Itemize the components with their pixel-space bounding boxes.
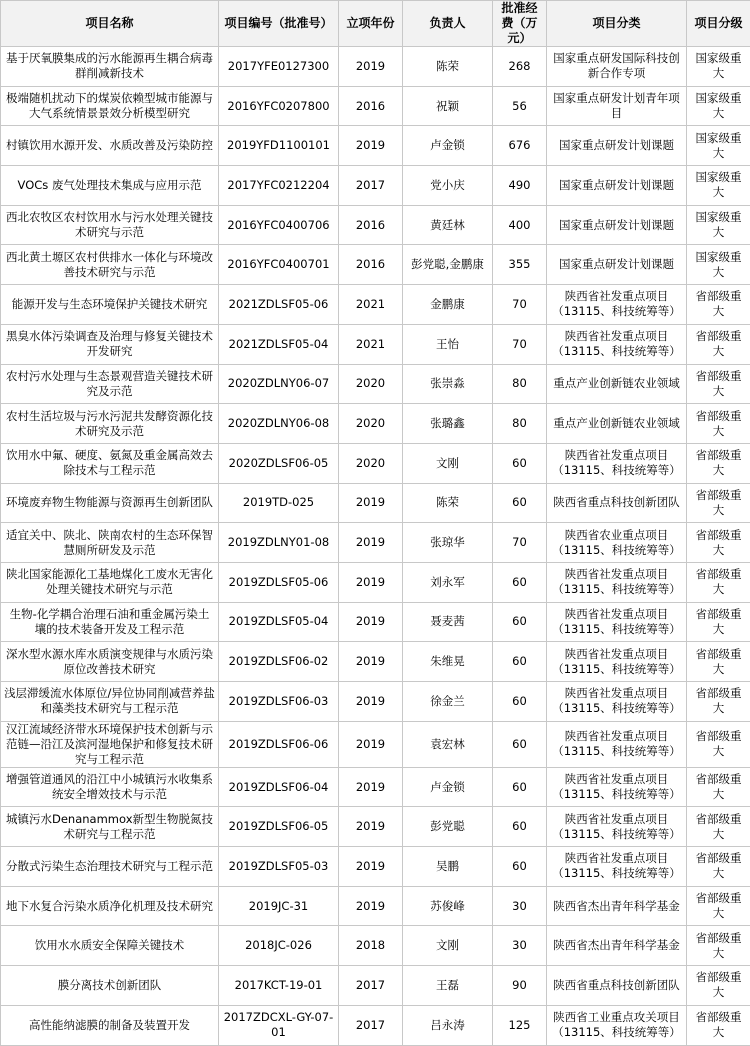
cell-project-name: 农村污水处理与生态景观营造关键技术研究及示范 [1,364,219,404]
cell-project-number: 2017YFC0212204 [219,166,339,206]
table-row [1,364,750,404]
cell-year: 2016 [339,245,403,285]
cell-year: 2019 [339,483,403,523]
cell-level: 省部级重大 [687,324,750,364]
cell-year: 2021 [339,285,403,325]
cell-level: 国家级重大 [687,126,750,166]
cell-project-number: 2016YFC0207800 [219,86,339,126]
cell-leader: 金鹏康 [403,285,493,325]
cell-year: 2019 [339,767,403,807]
cell-project-name: 深水型水源水库水质演变规律与水质污染原位改善技术研究 [1,642,219,682]
cell-leader: 吕永涛 [403,1005,493,1045]
cell-level: 省部级重大 [687,642,750,682]
cell-project-number: 2017KCT-19-01 [219,966,339,1006]
cell-level: 省部级重大 [687,443,750,483]
cell-level: 省部级重大 [687,767,750,807]
cell-level: 省部级重大 [687,364,750,404]
cell-year: 2019 [339,721,403,767]
cell-level: 省部级重大 [687,602,750,642]
cell-year: 2017 [339,966,403,1006]
cell-leader: 朱维晃 [403,642,493,682]
header-project-number: 项目编号（批准号） [219,1,339,47]
cell-project-number: 2019ZDLSF05-03 [219,847,339,887]
cell-level: 省部级重大 [687,721,750,767]
cell-project-number: 2017ZDCXL-GY-07-01 [219,1005,339,1045]
cell-project-name: 浅层滞缓流水体原位/异位协同削减营养盐和藻类技术研究与工程示范 [1,682,219,722]
cell-level: 省部级重大 [687,483,750,523]
cell-project-number: 2019YFD1100101 [219,126,339,166]
cell-project-name: 黑臭水体污染调查及治理与修复关键技术开发研究 [1,324,219,364]
header-leader: 负责人 [403,1,493,47]
cell-funding: 60 [493,642,547,682]
table-row [1,324,750,364]
cell-year: 2019 [339,602,403,642]
cell-year: 2019 [339,807,403,847]
cell-funding: 56 [493,86,547,126]
cell-project-number: 2020ZDLNY06-07 [219,364,339,404]
cell-project-number: 2020ZDLSF06-05 [219,443,339,483]
table-row [1,886,750,926]
cell-leader: 卢金锁 [403,126,493,166]
cell-project-name: 城镇污水Denanammox新型生物脱氮技术研究与工程示范 [1,807,219,847]
cell-project-name: 分散式污染生态治理技术研究与工程示范 [1,847,219,887]
cell-project-number: 2021ZDLSF05-06 [219,285,339,325]
table-row [1,926,750,966]
cell-year: 2021 [339,324,403,364]
cell-funding: 60 [493,847,547,887]
cell-leader: 张崇淼 [403,364,493,404]
cell-year: 2019 [339,642,403,682]
cell-project-name: 村镇饮用水源开发、水质改善及污染防控 [1,126,219,166]
cell-funding: 70 [493,523,547,563]
cell-project-name: 饮用水水质安全保障关键技术 [1,926,219,966]
table-row [1,443,750,483]
cell-category: 陕西省社发重点项目（13115、科技统筹等） [547,443,687,483]
cell-year: 2016 [339,205,403,245]
header-category: 项目分类 [547,1,687,47]
cell-category: 陕西省社发重点项目（13115、科技统筹等） [547,602,687,642]
cell-project-number: 2017YFE0127300 [219,47,339,87]
cell-funding: 60 [493,602,547,642]
table-row [1,47,750,87]
cell-project-name: 基于厌氧膜集成的污水能源再生耦合病毒群削减新技术 [1,47,219,87]
cell-funding: 80 [493,364,547,404]
header-year: 立项年份 [339,1,403,47]
cell-level: 省部级重大 [687,1005,750,1045]
cell-funding: 30 [493,926,547,966]
table-row [1,562,750,602]
cell-category: 陕西省社发重点项目（13115、科技统筹等） [547,562,687,602]
cell-level: 国家级重大 [687,205,750,245]
table-row [1,847,750,887]
cell-category: 陕西省杰出青年科学基金 [547,886,687,926]
cell-category: 重点产业创新链农业领域 [547,364,687,404]
cell-funding: 676 [493,126,547,166]
cell-category: 陕西省社发重点项目（13115、科技统筹等） [547,682,687,722]
cell-level: 省部级重大 [687,807,750,847]
cell-year: 2019 [339,562,403,602]
table-row [1,523,750,563]
table-row [1,602,750,642]
cell-project-number: 2019ZDLSF05-06 [219,562,339,602]
cell-funding: 268 [493,47,547,87]
cell-project-number: 2019ZDLSF06-04 [219,767,339,807]
cell-level: 国家级重大 [687,47,750,87]
cell-level: 国家级重大 [687,86,750,126]
cell-leader: 文刚 [403,926,493,966]
cell-category: 国家重点研发计划课题 [547,245,687,285]
cell-funding: 60 [493,767,547,807]
cell-funding: 355 [493,245,547,285]
cell-category: 陕西省工业重点攻关项目（13115、科技统筹等） [547,1005,687,1045]
header-project-name: 项目名称 [1,1,219,47]
cell-project-name: 能源开发与生态环境保护关键技术研究 [1,285,219,325]
cell-project-number: 2016YFC0400706 [219,205,339,245]
cell-year: 2020 [339,443,403,483]
table-row [1,767,750,807]
cell-year: 2020 [339,404,403,444]
cell-project-number: 2019ZDLNY01-08 [219,523,339,563]
cell-year: 2016 [339,86,403,126]
cell-year: 2019 [339,126,403,166]
cell-level: 省部级重大 [687,847,750,887]
cell-category: 国家重点研发计划课题 [547,126,687,166]
cell-project-number: 2019TD-025 [219,483,339,523]
cell-category: 国家重点研发计划青年项目 [547,86,687,126]
cell-project-name: 环境废弃物生物能源与资源再生创新团队 [1,483,219,523]
cell-category: 陕西省社发重点项目（13115、科技统筹等） [547,324,687,364]
cell-category: 国家重点研发国际科技创新合作专项 [547,47,687,87]
cell-leader: 彭党聪 [403,807,493,847]
cell-category: 陕西省社发重点项目（13115、科技统筹等） [547,847,687,887]
cell-project-number: 2019JC-31 [219,886,339,926]
table-row [1,807,750,847]
cell-level: 省部级重大 [687,523,750,563]
cell-leader: 王磊 [403,966,493,1006]
cell-funding: 125 [493,1005,547,1045]
cell-project-name: 极端随机扰动下的煤炭依赖型城市能源与大气系统情景景效分析模型研究 [1,86,219,126]
cell-leader: 党小庆 [403,166,493,206]
cell-funding: 490 [493,166,547,206]
cell-level: 省部级重大 [687,682,750,722]
cell-year: 2019 [339,847,403,887]
cell-leader: 张璐鑫 [403,404,493,444]
cell-funding: 60 [493,807,547,847]
table-row [1,166,750,206]
cell-project-name: 陕北国家能源化工基地煤化工废水无害化处理关键技术研究与示范 [1,562,219,602]
cell-year: 2018 [339,926,403,966]
cell-leader: 聂麦茜 [403,602,493,642]
cell-project-number: 2020ZDLNY06-08 [219,404,339,444]
cell-year: 2019 [339,886,403,926]
table-row [1,1005,750,1045]
cell-leader: 彭党聪,金鹏康 [403,245,493,285]
cell-project-number: 2016YFC0400701 [219,245,339,285]
cell-funding: 70 [493,324,547,364]
header-level: 项目分级 [687,1,750,47]
cell-project-number: 2019ZDLSF06-06 [219,721,339,767]
cell-project-number: 2019ZDLSF06-03 [219,682,339,722]
cell-project-name: 高性能纳滤膜的制备及装置开发 [1,1005,219,1045]
table-row [1,966,750,1006]
table-header-row [1,1,750,47]
cell-category: 陕西省社发重点项目（13115、科技统筹等） [547,721,687,767]
cell-project-name: 汉江流域经济带水环境保护技术创新与示范链—沿江及滨河湿地保护和修复技术研究与工程示范 [1,721,219,767]
table-row [1,642,750,682]
cell-leader: 徐金兰 [403,682,493,722]
cell-leader: 卢金锁 [403,767,493,807]
cell-category: 国家重点研发计划课题 [547,205,687,245]
cell-project-number: 2019ZDLSF06-02 [219,642,339,682]
cell-leader: 张琼华 [403,523,493,563]
cell-level: 省部级重大 [687,966,750,1006]
cell-level: 省部级重大 [687,926,750,966]
cell-project-name: 西北农牧区农村饮用水与污水处理关键技术研究与示范 [1,205,219,245]
cell-category: 陕西省农业重点项目（13115、科技统筹等） [547,523,687,563]
table-row [1,404,750,444]
cell-leader: 王怡 [403,324,493,364]
cell-leader: 苏俊峰 [403,886,493,926]
cell-project-number: 2021ZDLSF05-04 [219,324,339,364]
cell-level: 省部级重大 [687,886,750,926]
table-row [1,682,750,722]
cell-year: 2017 [339,1005,403,1045]
table-row [1,483,750,523]
table-row [1,721,750,767]
cell-funding: 60 [493,682,547,722]
cell-funding: 60 [493,721,547,767]
cell-funding: 400 [493,205,547,245]
table-row [1,245,750,285]
cell-year: 2019 [339,682,403,722]
cell-leader: 陈荣 [403,47,493,87]
cell-project-name: 增强管道通风的沿江中小城镇污水收集系统安全增效技术与示范 [1,767,219,807]
cell-category: 陕西省社发重点项目（13115、科技统筹等） [547,285,687,325]
cell-category: 重点产业创新链农业领域 [547,404,687,444]
cell-leader: 祝颖 [403,86,493,126]
table-row [1,285,750,325]
cell-category: 陕西省重点科技创新团队 [547,483,687,523]
cell-project-name: 地下水复合污染水质净化机理及技术研究 [1,886,219,926]
header-funding: 批准经费（万元） [493,1,547,47]
cell-year: 2019 [339,47,403,87]
cell-project-number: 2019ZDLSF05-04 [219,602,339,642]
cell-level: 省部级重大 [687,285,750,325]
cell-year: 2017 [339,166,403,206]
cell-category: 陕西省社发重点项目（13115、科技统筹等） [547,807,687,847]
cell-project-number: 2019ZDLSF06-05 [219,807,339,847]
table-row [1,205,750,245]
table-row [1,86,750,126]
cell-leader: 吴鹏 [403,847,493,887]
cell-funding: 70 [493,285,547,325]
cell-funding: 80 [493,404,547,444]
table-row [1,126,750,166]
cell-funding: 60 [493,443,547,483]
cell-funding: 60 [493,483,547,523]
cell-level: 国家级重大 [687,166,750,206]
cell-leader: 刘永军 [403,562,493,602]
cell-project-name: 生物-化学耦合治理石油和重金属污染土壤的技术装备开发及工程示范 [1,602,219,642]
cell-category: 陕西省社发重点项目（13115、科技统筹等） [547,767,687,807]
cell-funding: 30 [493,886,547,926]
cell-funding: 60 [493,562,547,602]
cell-level: 省部级重大 [687,404,750,444]
cell-year: 2019 [339,523,403,563]
cell-category: 陕西省杰出青年科学基金 [547,926,687,966]
cell-year: 2020 [339,364,403,404]
cell-project-name: 农村生活垃圾与污水污泥共发酵资源化技术研究及示范 [1,404,219,444]
cell-leader: 袁宏林 [403,721,493,767]
cell-project-name: 适宜关中、陕北、陕南农村的生态环保智慧厕所研发及示范 [1,523,219,563]
cell-leader: 陈荣 [403,483,493,523]
cell-project-name: 饮用水中氟、硬度、氨氮及重金属高效去除技术与工程示范 [1,443,219,483]
cell-project-name: VOCs 废气处理技术集成与应用示范 [1,166,219,206]
cell-level: 省部级重大 [687,562,750,602]
cell-leader: 黄廷林 [403,205,493,245]
cell-category: 国家重点研发计划课题 [547,166,687,206]
cell-leader: 文刚 [403,443,493,483]
cell-category: 陕西省重点科技创新团队 [547,966,687,1006]
cell-funding: 90 [493,966,547,1006]
cell-level: 国家级重大 [687,245,750,285]
cell-category: 陕西省社发重点项目（13115、科技统筹等） [547,642,687,682]
cell-project-name: 西北黄土塬区农村供排水一体化与环境改善技术研究与示范 [1,245,219,285]
cell-project-name: 膜分离技术创新团队 [1,966,219,1006]
cell-project-number: 2018JC-026 [219,926,339,966]
